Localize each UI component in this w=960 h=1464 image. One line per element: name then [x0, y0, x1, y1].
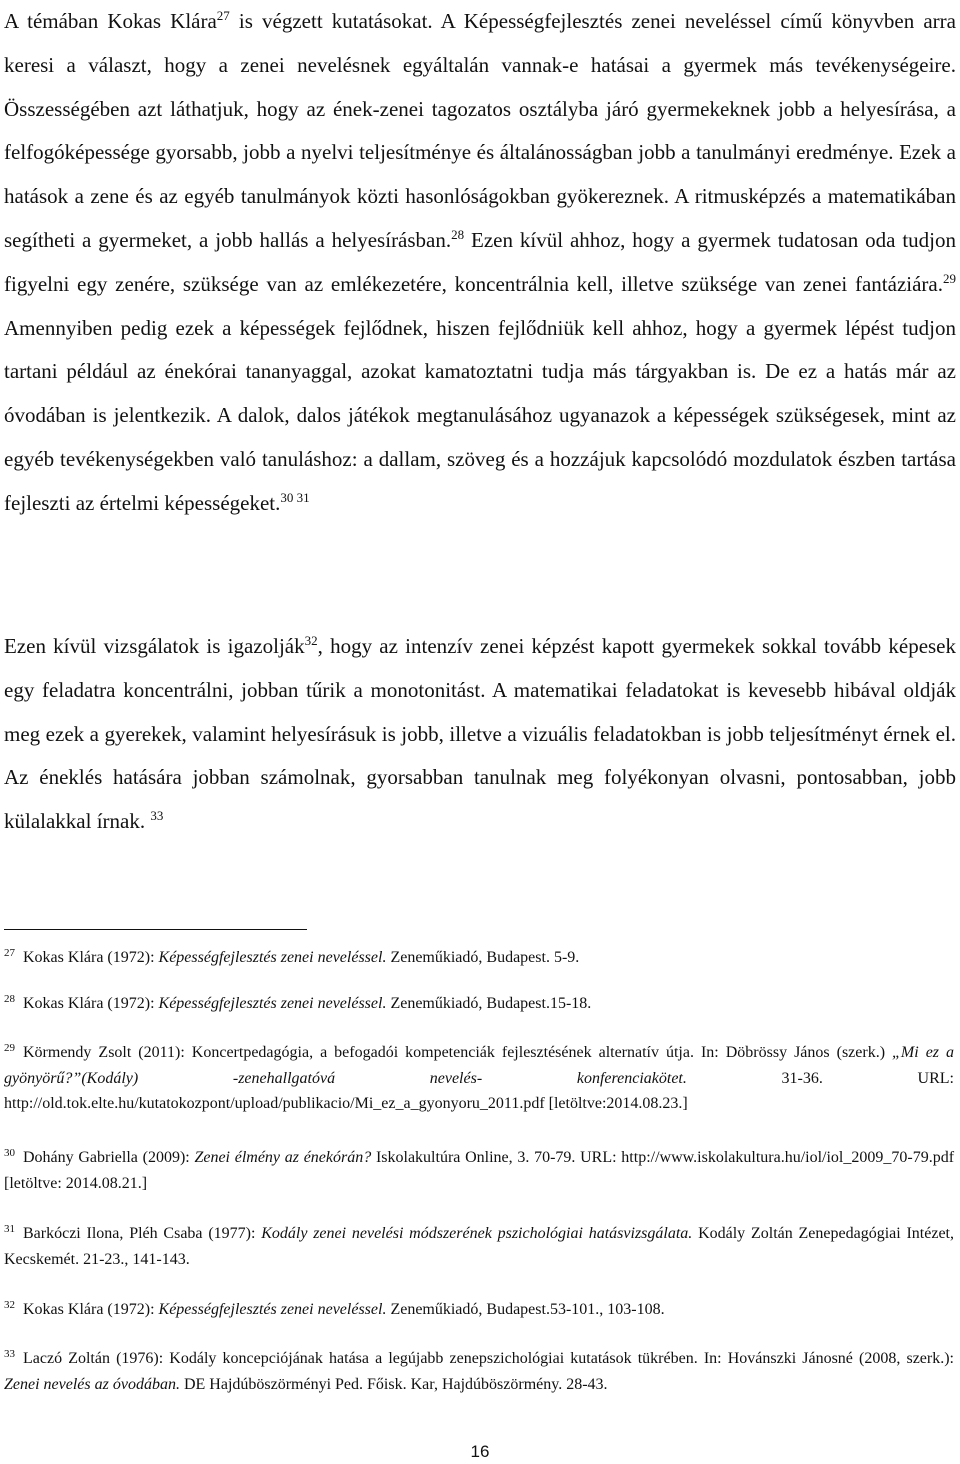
footnote-text: Barkóczi Ilona, Pléh Csaba (1977):: [23, 1225, 262, 1242]
footnote-text: Kokas Klára (1972):: [23, 1301, 159, 1318]
footnote-number: 27: [4, 946, 15, 959]
footnote-title: Képességfejlesztés zenei neveléssel.: [158, 1301, 387, 1318]
footnote-text: Kokas Klára (1972):: [23, 949, 159, 966]
footnote-32: [4, 1297, 954, 1323]
footnote-title: Kodály zenei nevelési módszerének pszichológiai hatásvizsgálata.: [261, 1225, 693, 1242]
footnote-30: [4, 1145, 954, 1196]
footnote-text[interactable]: Iskolakultúra Online, 3. 70-79. URL: http://www.iskolakultura.hu/iol/iol_2009_70-79.pdf [letöltve: 2014.08.21.]: [4, 1149, 955, 1192]
footnote-number: 29: [4, 1041, 15, 1054]
footnote-text: Kodály Zoltán Zenepedagógiai Intézet, Kecskemét. 21-23., 141-143.: [4, 1225, 955, 1268]
footnote-text[interactable]: 31-36. URL: http://old.tok.elte.hu/kutatokozpont/upload/publikacio/Mi_ez_a_gyonyoru_2011.pdf [letöltve:2014.08.23.]: [4, 1069, 955, 1112]
footnote-text: Laczó Zoltán (1976): Kodály koncepciójának hatása a legújabb zenepszichológiai kutatások tükrében. In: Hovánszki Jánosné (2008, szerk.):: [23, 1350, 954, 1367]
text-run: Ezen kívül ahhoz, hogy a gyermek tudatosan oda tudjon figyelni egy zenére, szüksége van az emlékezetére, koncentrálnia kell, illetve szüksége van zenei fantáziára.: [4, 227, 956, 296]
footnote-reference[interactable]: 33: [150, 808, 164, 824]
text-run: is végzett kutatásokat. A Képességfejlesztés zenei neveléssel című könyvben arra keresi a választ, hogy a zenei nevelésnek egyáltalán vannak-e hatásai a gyermek más tevékenységeire. Összességében azt láthatjuk, hogy az ének-zenei tagozatos osztályba járó gyermekeknek jobb a helyesírása, a felfogóképessége gyorsabb, jobb a nyelvi teljesítménye és általánosságban jobb a tanulmányi eredménye. Ezek a hatások a zene és az egyéb tanulmányok közti hasonlóságokban gyökereznek. A ritmusképzés a matematikában segítheti a gyermeket, a jobb hallás a helyesírásban.: [4, 9, 956, 252]
footnote-number: 32: [4, 1298, 15, 1311]
footnote-title: Zenei élmény az énekórán?: [194, 1149, 372, 1166]
footnote-text: Körmendy Zsolt (2011): Koncertpedagógia, a befogadói kompetenciák fejlesztésének alternatív útja. In: Döbrössy János (szerk.): [23, 1044, 893, 1061]
footnote-text: Kokas Klára (1972):: [23, 995, 159, 1012]
footnote-number: 31: [4, 1222, 15, 1235]
text-run: Amennyiben pedig ezek a képességek fejlődnek, hiszen fejlődniük kell ahhoz, hogy a gyermek lépést tudjon tartani például az énekórai tananyaggal, azokat kamatoztatni tudja más tárgyakban is. De ez a hatás már az óvodában is jelentkezik. A dalok, dalos játékok megtanulásához ugyanazok a képességek szükségesek, mint az egyéb tevékenységekben való tanuláshoz: a dallam, szöveg és a hozzájuk kapcsolódó mozdulatok észben tartása fejleszti az értelmi képességeket.: [4, 315, 956, 515]
footnote-text: Zeneműkiadó, Budapest.15-18.: [386, 995, 592, 1012]
footnote-31: [4, 1221, 954, 1272]
footnote-text: Zeneműkiadó, Budapest.53-101., 103-108.: [386, 1301, 665, 1318]
text-run: Ezen kívül vizsgálatok is igazolják: [4, 634, 305, 658]
footnote-reference[interactable]: 30 31: [280, 489, 310, 505]
paragraph: [4, 625, 956, 844]
footnote-reference[interactable]: 29: [943, 270, 956, 286]
footnote-title: Képességfejlesztés zenei neveléssel.: [158, 995, 387, 1012]
footnote-separator: [4, 929, 307, 930]
footnote-reference[interactable]: 32: [304, 633, 318, 648]
footnote-number: 30: [4, 1146, 15, 1159]
footnote-33: [4, 1346, 954, 1397]
footnote-title: „Mi ez a gyönyörű?”(Kodály) -zenehallgatóvá nevelés- konferenciakötet.: [4, 1044, 955, 1087]
footnote-title: Zenei nevelés az óvodában.: [4, 1375, 180, 1393]
footnote-text: Zeneműkiadó, Budapest. 5-9.: [386, 949, 580, 966]
footnote-reference[interactable]: 27: [216, 8, 230, 23]
paragraph: [4, 0, 956, 526]
footnote-number: 28: [4, 992, 15, 1005]
footnote-reference[interactable]: 28: [451, 226, 465, 242]
footnote-28: [4, 991, 954, 1017]
footnote-title: Képességfejlesztés zenei neveléssel.: [158, 949, 387, 966]
footnote-text: DE Hajdúböszörményi Ped. Főisk. Kar, Hajdúböszörmény. 28-43.: [179, 1375, 608, 1393]
footnote-number: 33: [4, 1347, 15, 1360]
footnote-29: [4, 1040, 954, 1117]
footnote-27: [4, 945, 954, 971]
text-run: , hogy az intenzív zenei képzést kapott gyermekek sokkal tovább képesek egy feladatra koncentrálni, jobban tűrik a monotonitást. A matematikai feladatokat is kevesebb hibával oldják meg ezek a gyerekek, valamint helyesírásuk is jobb, illetve a vizuális feladatokban is jobb teljesítményt érnek el. Az éneklés hatására jobban számolnak, gyorsabban tanulnak meg folyékonyan olvasni, pontosabban, jobb külalakkal írnak.: [4, 634, 957, 834]
text-run: A témában Kokas Klára: [4, 9, 217, 33]
footnote-text: Dohány Gabriella (2009):: [23, 1149, 195, 1166]
page-number: 16: [470, 1442, 490, 1461]
